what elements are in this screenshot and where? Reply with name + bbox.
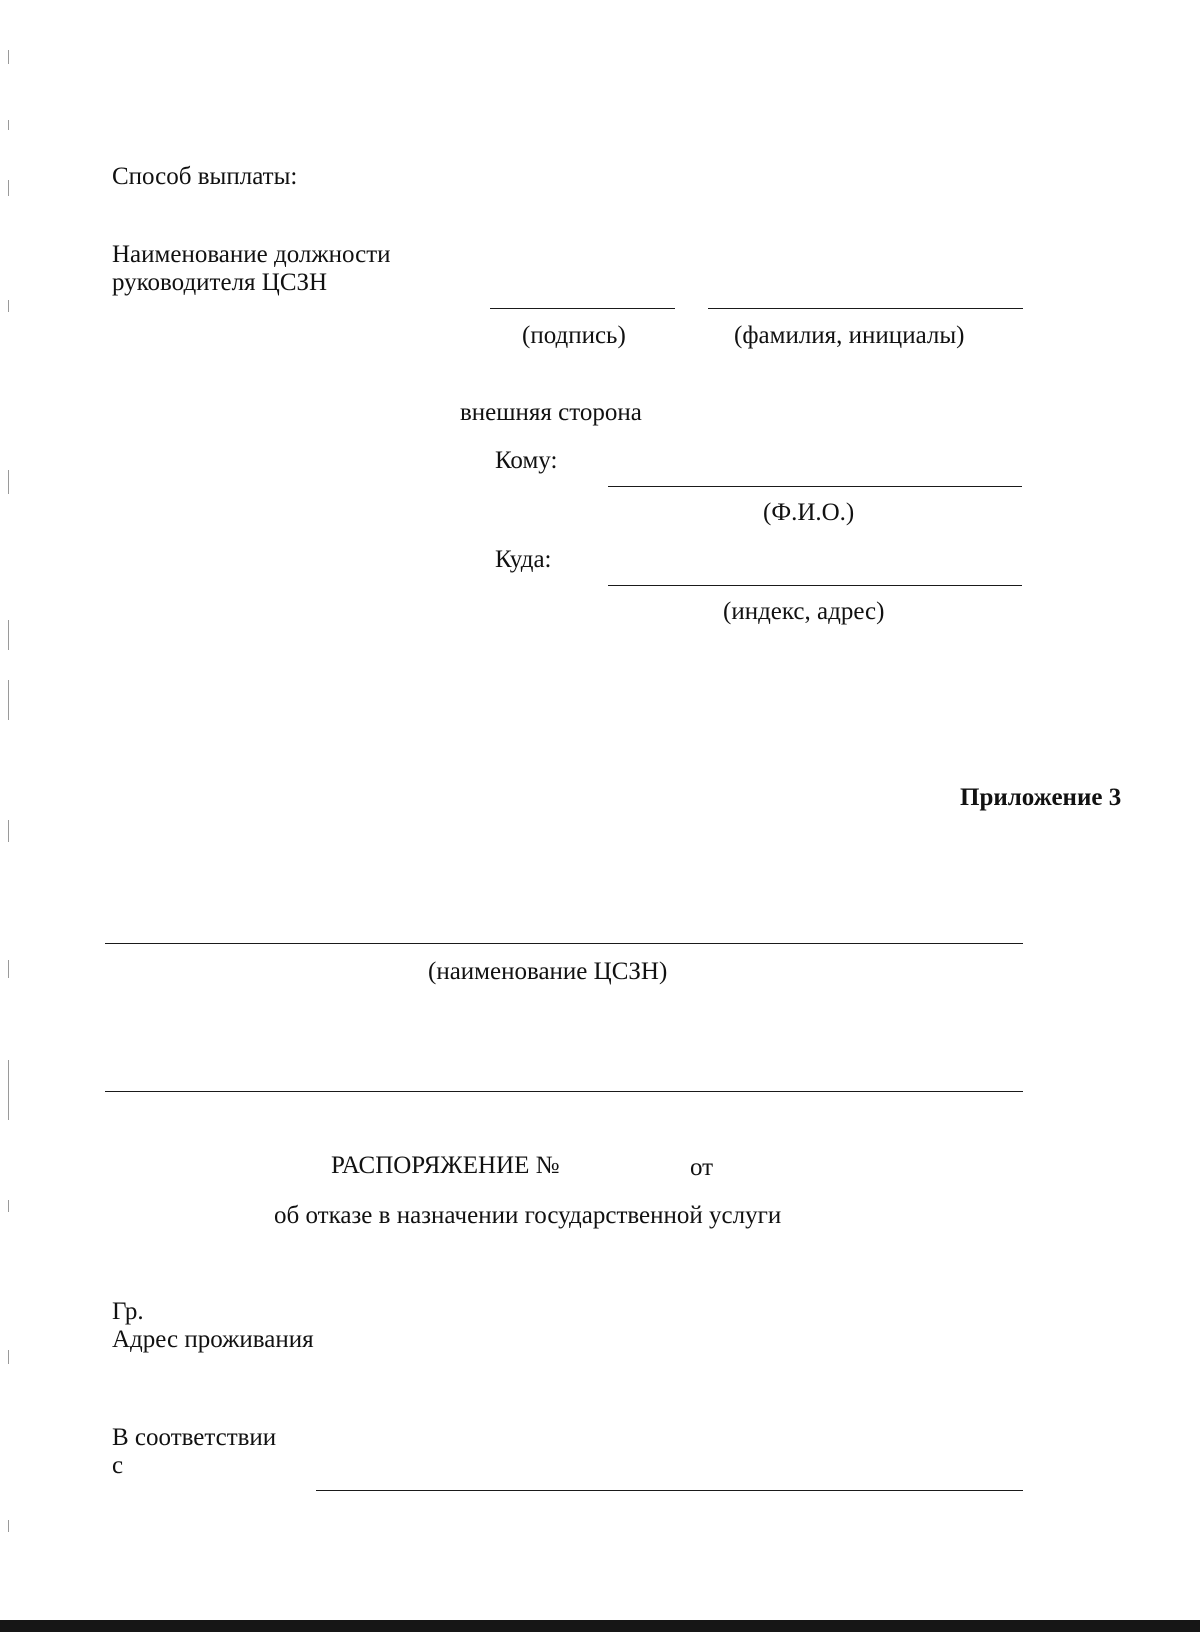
organization-name-caption: (наименование ЦСЗН) bbox=[428, 958, 668, 985]
destination-address-caption: (индекс, адрес) bbox=[723, 598, 885, 625]
envelope-outer-side-title: внешняя сторона bbox=[460, 399, 642, 426]
organization-second-line[interactable] bbox=[105, 1091, 1023, 1092]
residence-address-label: Адрес проживания bbox=[112, 1326, 314, 1353]
order-subtitle: об отказе в назначении государственной услуги bbox=[274, 1202, 782, 1229]
head-position-label-line1: Наименование должности bbox=[112, 241, 391, 268]
recipient-label: Кому: bbox=[495, 447, 558, 474]
scan-edge-marks bbox=[0, 0, 14, 1632]
destination-label: Куда: bbox=[495, 546, 552, 573]
name-initials-caption: (фамилия, инициалы) bbox=[734, 322, 965, 349]
order-title: РАСПОРЯЖЕНИЕ № bbox=[331, 1152, 560, 1179]
signature-caption: (подпись) bbox=[522, 322, 626, 349]
destination-address-line[interactable] bbox=[608, 585, 1022, 586]
signature-line[interactable] bbox=[490, 308, 675, 309]
payment-method-label: Способ выплаты: bbox=[112, 163, 298, 190]
head-position-label-line2: руководителя ЦСЗН bbox=[112, 269, 328, 296]
basis-label-line1: В соответствии bbox=[112, 1424, 277, 1451]
organization-name-line[interactable] bbox=[105, 943, 1023, 944]
scan-bottom-edge bbox=[0, 1620, 1200, 1632]
citizen-label: Гр. bbox=[112, 1298, 144, 1325]
basis-line[interactable] bbox=[316, 1490, 1023, 1491]
recipient-name-caption: (Ф.И.О.) bbox=[763, 499, 855, 526]
basis-label-line2: с bbox=[112, 1452, 124, 1479]
order-date-prefix: от bbox=[690, 1154, 714, 1181]
name-initials-line[interactable] bbox=[708, 308, 1023, 309]
appendix-label: Приложение 3 bbox=[960, 784, 1122, 811]
recipient-name-line[interactable] bbox=[608, 486, 1022, 487]
